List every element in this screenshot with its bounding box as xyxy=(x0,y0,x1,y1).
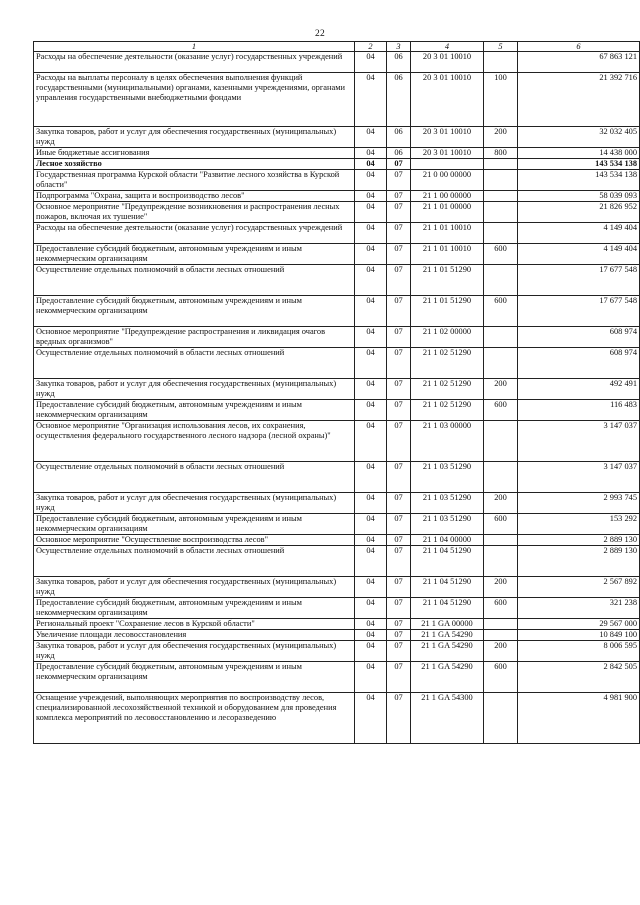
expense-type-code: 600 xyxy=(484,400,518,421)
target-article-code: 21 1 02 00000 xyxy=(411,327,484,348)
amount: 3 147 037 xyxy=(518,462,640,493)
target-article-code: 21 1 GA 00000 xyxy=(411,619,484,630)
row-name: Подпрограмма "Охрана, защита и воспроизводство лесов" xyxy=(34,191,355,202)
expense-type-code xyxy=(484,619,518,630)
subsection-code: 07 xyxy=(387,159,411,170)
row-name: Закупка товаров, работ и услуг для обеспечения государственных (муниципальных) нужд xyxy=(34,379,355,400)
table-row xyxy=(34,170,640,191)
subsection-code: 07 xyxy=(387,514,411,535)
subsection-code: 07 xyxy=(387,296,411,327)
target-article-code: 21 1 01 00000 xyxy=(411,202,484,223)
table-header-row xyxy=(34,42,640,52)
amount: 17 677 548 xyxy=(518,265,640,296)
target-article-code: 21 1 04 51290 xyxy=(411,598,484,619)
table-row xyxy=(34,630,640,641)
table-row xyxy=(34,327,640,348)
target-article-code: 20 3 01 10010 xyxy=(411,148,484,159)
amount: 116 483 xyxy=(518,400,640,421)
target-article-code: 21 1 01 10010 xyxy=(411,244,484,265)
amount: 67 863 121 xyxy=(518,52,640,73)
amount: 10 849 100 xyxy=(518,630,640,641)
subsection-code: 07 xyxy=(387,421,411,462)
table-row xyxy=(34,127,640,148)
table-row xyxy=(34,514,640,535)
subsection-code: 06 xyxy=(387,148,411,159)
expense-type-code xyxy=(484,191,518,202)
amount: 2 889 130 xyxy=(518,535,640,546)
section-code: 04 xyxy=(355,577,387,598)
row-name: Расходы на обеспечение деятельности (оказание услуг) государственных учреждений xyxy=(34,223,355,244)
row-name: Закупка товаров, работ и услуг для обеспечения государственных (муниципальных) нужд xyxy=(34,641,355,662)
header-cell: 5 xyxy=(484,42,518,52)
section-code: 04 xyxy=(355,619,387,630)
amount: 2 993 745 xyxy=(518,493,640,514)
amount: 14 438 000 xyxy=(518,148,640,159)
table-row xyxy=(34,662,640,693)
expense-type-code xyxy=(484,52,518,73)
subsection-code: 07 xyxy=(387,170,411,191)
table-row xyxy=(34,462,640,493)
row-name: Закупка товаров, работ и услуг для обеспечения государственных (муниципальных) нужд xyxy=(34,577,355,598)
section-code: 04 xyxy=(355,127,387,148)
target-article-code: 21 1 02 51290 xyxy=(411,400,484,421)
section-code: 04 xyxy=(355,493,387,514)
amount: 608 974 xyxy=(518,327,640,348)
subsection-code: 07 xyxy=(387,244,411,265)
page-number: 22 xyxy=(314,29,326,39)
table-row xyxy=(34,493,640,514)
section-code: 04 xyxy=(355,546,387,577)
row-name: Основное мероприятие "Осуществление воспроизводства лесов" xyxy=(34,535,355,546)
subsection-code: 06 xyxy=(387,73,411,127)
section-code: 04 xyxy=(355,693,387,744)
section-code: 04 xyxy=(355,202,387,223)
target-article-code: 20 3 01 10010 xyxy=(411,127,484,148)
row-name: Предоставление субсидий бюджетным, автономным учреждениям и иным некоммерческим организациям xyxy=(34,244,355,265)
row-name: Закупка товаров, работ и услуг для обеспечения государственных (муниципальных) нужд xyxy=(34,127,355,148)
expense-type-code xyxy=(484,159,518,170)
subsection-code: 07 xyxy=(387,348,411,379)
subsection-code: 07 xyxy=(387,327,411,348)
subsection-code: 07 xyxy=(387,202,411,223)
subsection-code: 06 xyxy=(387,127,411,148)
expense-type-code xyxy=(484,421,518,462)
row-name: Закупка товаров, работ и услуг для обеспечения государственных (муниципальных) нужд xyxy=(34,493,355,514)
row-name: Осуществление отдельных полномочий в области лесных отношений xyxy=(34,462,355,493)
amount: 2 842 505 xyxy=(518,662,640,693)
section-code: 04 xyxy=(355,379,387,400)
section-code: 04 xyxy=(355,514,387,535)
amount: 2 567 892 xyxy=(518,577,640,598)
row-name: Предоставление субсидий бюджетным, автономным учреждениям и иным некоммерческим организациям xyxy=(34,296,355,327)
table-row xyxy=(34,202,640,223)
section-code: 04 xyxy=(355,265,387,296)
row-name: Основное мероприятие "Организация использования лесов, их сохранения, осуществления федерального государственного лесного надзора (лесной охраны)" xyxy=(34,421,355,462)
subsection-code: 07 xyxy=(387,630,411,641)
row-name: Предоставление субсидий бюджетным, автономным учреждениям и иным некоммерческим организациям xyxy=(34,514,355,535)
subsection-code: 07 xyxy=(387,379,411,400)
section-code: 04 xyxy=(355,191,387,202)
amount: 8 006 595 xyxy=(518,641,640,662)
target-article-code: 21 1 03 00000 xyxy=(411,421,484,462)
subsection-code: 07 xyxy=(387,641,411,662)
expense-type-code: 200 xyxy=(484,577,518,598)
expense-type-code xyxy=(484,170,518,191)
target-article-code: 21 1 03 51290 xyxy=(411,493,484,514)
table-row xyxy=(34,577,640,598)
table-row xyxy=(34,348,640,379)
section-code: 04 xyxy=(355,462,387,493)
row-name: Оснащение учреждений, выполняющих мероприятия по воспроизводству лесов, специализированной лесохозяйственной техникой и оборудованием для проведения комплекса мероприятий по лесовосстановлению и лесоразведению xyxy=(34,693,355,744)
subsection-code: 07 xyxy=(387,535,411,546)
row-name: Осуществление отдельных полномочий в области лесных отношений xyxy=(34,348,355,379)
amount: 4 149 404 xyxy=(518,244,640,265)
target-article-code: 20 3 01 10010 xyxy=(411,73,484,127)
section-code: 04 xyxy=(355,73,387,127)
header-cell: 4 xyxy=(411,42,484,52)
amount: 4 149 404 xyxy=(518,223,640,244)
expense-type-code xyxy=(484,327,518,348)
section-code: 04 xyxy=(355,630,387,641)
expense-type-code: 600 xyxy=(484,514,518,535)
table-row xyxy=(34,244,640,265)
expense-type-code xyxy=(484,462,518,493)
target-article-code: 21 1 GA 54290 xyxy=(411,630,484,641)
section-code: 04 xyxy=(355,159,387,170)
budget-table xyxy=(33,41,640,744)
target-article-code: 21 1 00 00000 xyxy=(411,191,484,202)
table-row xyxy=(34,546,640,577)
row-name: Иные бюджетные ассигнования xyxy=(34,148,355,159)
target-article-code: 21 0 00 00000 xyxy=(411,170,484,191)
target-article-code: 21 1 04 51290 xyxy=(411,546,484,577)
table-row xyxy=(34,400,640,421)
table-row xyxy=(34,535,640,546)
row-name: Увеличение площади лесовосстановления xyxy=(34,630,355,641)
subsection-code: 07 xyxy=(387,693,411,744)
target-article-code: 21 1 03 51290 xyxy=(411,462,484,493)
expense-type-code xyxy=(484,693,518,744)
section-code: 04 xyxy=(355,421,387,462)
section-code: 04 xyxy=(355,170,387,191)
subsection-code: 06 xyxy=(387,52,411,73)
amount: 143 534 138 xyxy=(518,159,640,170)
expense-type-code xyxy=(484,535,518,546)
expense-type-code xyxy=(484,223,518,244)
subsection-code: 07 xyxy=(387,577,411,598)
header-cell: 3 xyxy=(387,42,411,52)
expense-type-code xyxy=(484,348,518,379)
target-article-code: 21 1 01 51290 xyxy=(411,265,484,296)
row-name: Расходы на выплаты персоналу в целях обеспечения выполнения функций государственными (муниципальными) органами, казенными учреждениями, органами управления государственными внебюджетными фондами xyxy=(34,73,355,127)
table-row xyxy=(34,73,640,127)
amount: 2 889 130 xyxy=(518,546,640,577)
section-code: 04 xyxy=(355,400,387,421)
table-row xyxy=(34,265,640,296)
target-article-code: 21 1 GA 54290 xyxy=(411,662,484,693)
amount: 17 677 548 xyxy=(518,296,640,327)
amount: 58 039 093 xyxy=(518,191,640,202)
subsection-code: 07 xyxy=(387,493,411,514)
subsection-code: 07 xyxy=(387,598,411,619)
expense-type-code xyxy=(484,265,518,296)
amount: 492 491 xyxy=(518,379,640,400)
row-name: Основное мероприятие "Предупреждение возникновения и распространения лесных пожаров, включая их тушение" xyxy=(34,202,355,223)
subsection-code: 07 xyxy=(387,223,411,244)
row-name: Предоставление субсидий бюджетным, автономным учреждениям и иным некоммерческим организациям xyxy=(34,598,355,619)
section-code: 04 xyxy=(355,244,387,265)
expense-type-code: 200 xyxy=(484,379,518,400)
expense-type-code xyxy=(484,630,518,641)
expense-type-code xyxy=(484,546,518,577)
target-article-code: 21 1 04 51290 xyxy=(411,577,484,598)
subsection-code: 07 xyxy=(387,265,411,296)
row-name: Предоставление субсидий бюджетным, автономным учреждениям и иным некоммерческим организациям xyxy=(34,662,355,693)
subsection-code: 07 xyxy=(387,462,411,493)
row-name: Государственная программа Курской области "Развитие лесного хозяйства в Курской области" xyxy=(34,170,355,191)
section-code: 04 xyxy=(355,327,387,348)
subsection-code: 07 xyxy=(387,191,411,202)
table-row xyxy=(34,693,640,744)
amount: 21 826 952 xyxy=(518,202,640,223)
section-code: 04 xyxy=(355,535,387,546)
section-code: 04 xyxy=(355,598,387,619)
table-row xyxy=(34,52,640,73)
amount: 143 534 138 xyxy=(518,170,640,191)
target-article-code: 21 1 04 00000 xyxy=(411,535,484,546)
row-name: Региональный проект "Сохранение лесов в Курской области" xyxy=(34,619,355,630)
amount: 4 981 900 xyxy=(518,693,640,744)
expense-type-code xyxy=(484,202,518,223)
target-article-code xyxy=(411,159,484,170)
section-code: 04 xyxy=(355,641,387,662)
amount: 608 974 xyxy=(518,348,640,379)
amount: 3 147 037 xyxy=(518,421,640,462)
amount: 32 032 405 xyxy=(518,127,640,148)
section-code: 04 xyxy=(355,223,387,244)
table-row xyxy=(34,191,640,202)
target-article-code: 21 1 01 51290 xyxy=(411,296,484,327)
expense-type-code: 600 xyxy=(484,662,518,693)
section-code: 04 xyxy=(355,148,387,159)
section-code: 04 xyxy=(355,662,387,693)
expense-type-code: 100 xyxy=(484,73,518,127)
section-code: 04 xyxy=(355,52,387,73)
row-name: Расходы на обеспечение деятельности (оказание услуг) государственных учреждений xyxy=(34,52,355,73)
table-row xyxy=(34,598,640,619)
subsection-code: 07 xyxy=(387,619,411,630)
expense-type-code: 200 xyxy=(484,641,518,662)
expense-type-code: 800 xyxy=(484,148,518,159)
row-name: Осуществление отдельных полномочий в области лесных отношений xyxy=(34,546,355,577)
target-article-code: 21 1 GA 54300 xyxy=(411,693,484,744)
table-row xyxy=(34,641,640,662)
amount: 153 292 xyxy=(518,514,640,535)
table-row xyxy=(34,421,640,462)
header-cell: 2 xyxy=(355,42,387,52)
expense-type-code: 600 xyxy=(484,598,518,619)
section-code: 04 xyxy=(355,296,387,327)
target-article-code: 21 1 01 10010 xyxy=(411,223,484,244)
target-article-code: 21 1 GA 54290 xyxy=(411,641,484,662)
expense-type-code: 200 xyxy=(484,127,518,148)
header-cell: 6 xyxy=(518,42,640,52)
target-article-code: 21 1 02 51290 xyxy=(411,348,484,379)
expense-type-code: 600 xyxy=(484,296,518,327)
table-row xyxy=(34,148,640,159)
subsection-code: 07 xyxy=(387,400,411,421)
header-cell: 1 xyxy=(34,42,355,52)
target-article-code: 21 1 03 51290 xyxy=(411,514,484,535)
row-name: Осуществление отдельных полномочий в области лесных отношений xyxy=(34,265,355,296)
row-name: Лесное хозяйство xyxy=(34,159,355,170)
row-name: Предоставление субсидий бюджетным, автономным учреждениям и иным некоммерческим организациям xyxy=(34,400,355,421)
amount: 321 238 xyxy=(518,598,640,619)
table-row xyxy=(34,296,640,327)
expense-type-code: 200 xyxy=(484,493,518,514)
table-row xyxy=(34,619,640,630)
subsection-code: 07 xyxy=(387,662,411,693)
subsection-code: 07 xyxy=(387,546,411,577)
amount: 29 567 000 xyxy=(518,619,640,630)
row-name: Основное мероприятие "Предупреждение распространения и ликвидация очагов вредных организмов" xyxy=(34,327,355,348)
table-row xyxy=(34,159,640,170)
expense-type-code: 600 xyxy=(484,244,518,265)
table-row xyxy=(34,379,640,400)
target-article-code: 20 3 01 10010 xyxy=(411,52,484,73)
target-article-code: 21 1 02 51290 xyxy=(411,379,484,400)
section-code: 04 xyxy=(355,348,387,379)
table-row xyxy=(34,223,640,244)
amount: 21 392 716 xyxy=(518,73,640,127)
